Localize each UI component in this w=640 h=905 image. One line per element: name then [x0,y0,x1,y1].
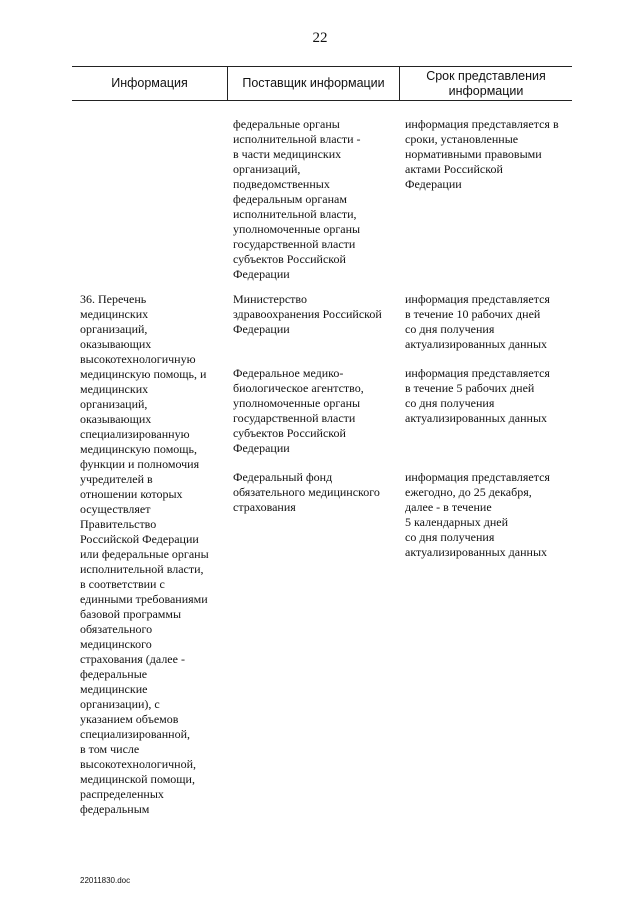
document-filename: 22011830.doc [80,876,131,885]
header-information: Информация [111,76,188,90]
item-36-deadline: информация представляется в течение 5 рабочих дней со дня получения актуализированных данных [405,366,550,425]
item-36-information: 36. Перечень медицинских организаций, оказывающих высокотехнологичную медицинскую помощь, и медицинских организаций, оказывающих специализированную медицинскую помощь, функции и полномочия учредителей в отношении которых осуществляет Правительство Российской Федерации или федеральные органы исполнительной власти, в соответствии с единными требованиями базовой программы обязательного медицинского страхования (далее - федеральные медицинские организации), с указанием объемов специализированной, в том числе высокотехнологичной, медицинской помощи, распределенных федеральным [80,292,209,816]
continuation-provider: федеральные органы исполнительной власти - в части медицинских организаций, подведомственных федеральным органам исполнительной власти, уполномоченные органы государственной власти субъектов Российской Федерации [233,117,361,281]
page-number: 22 [312,30,328,46]
item-36-provider: Министерство здравоохранения Российской Федерации [233,292,382,336]
table-header-bottom-rule [72,100,572,101]
header-deadline: Срок представления информации [426,69,546,98]
table-header-top-rule [72,66,572,67]
continuation-deadline: информация представляется в сроки, установленные нормативными правовыми актами Российской Федерации [405,117,559,191]
item-36-provider: Федеральное медико- биологическое агентство, уполномоченные органы государственной власти субъектов Российской Федерации [233,366,364,455]
header-provider: Поставщик информации [242,76,385,90]
item-36-provider: Федеральный фонд обязательного медицинского страхования [233,470,380,514]
item-36-deadline: информация представляется в течение 10 рабочих дней со дня получения актуализированных данных [405,292,550,351]
item-36-deadline: информация представляется ежегодно, до 25 декабря, далее - в течение 5 календарных дней со дня получения актуализированных данных [405,470,550,559]
